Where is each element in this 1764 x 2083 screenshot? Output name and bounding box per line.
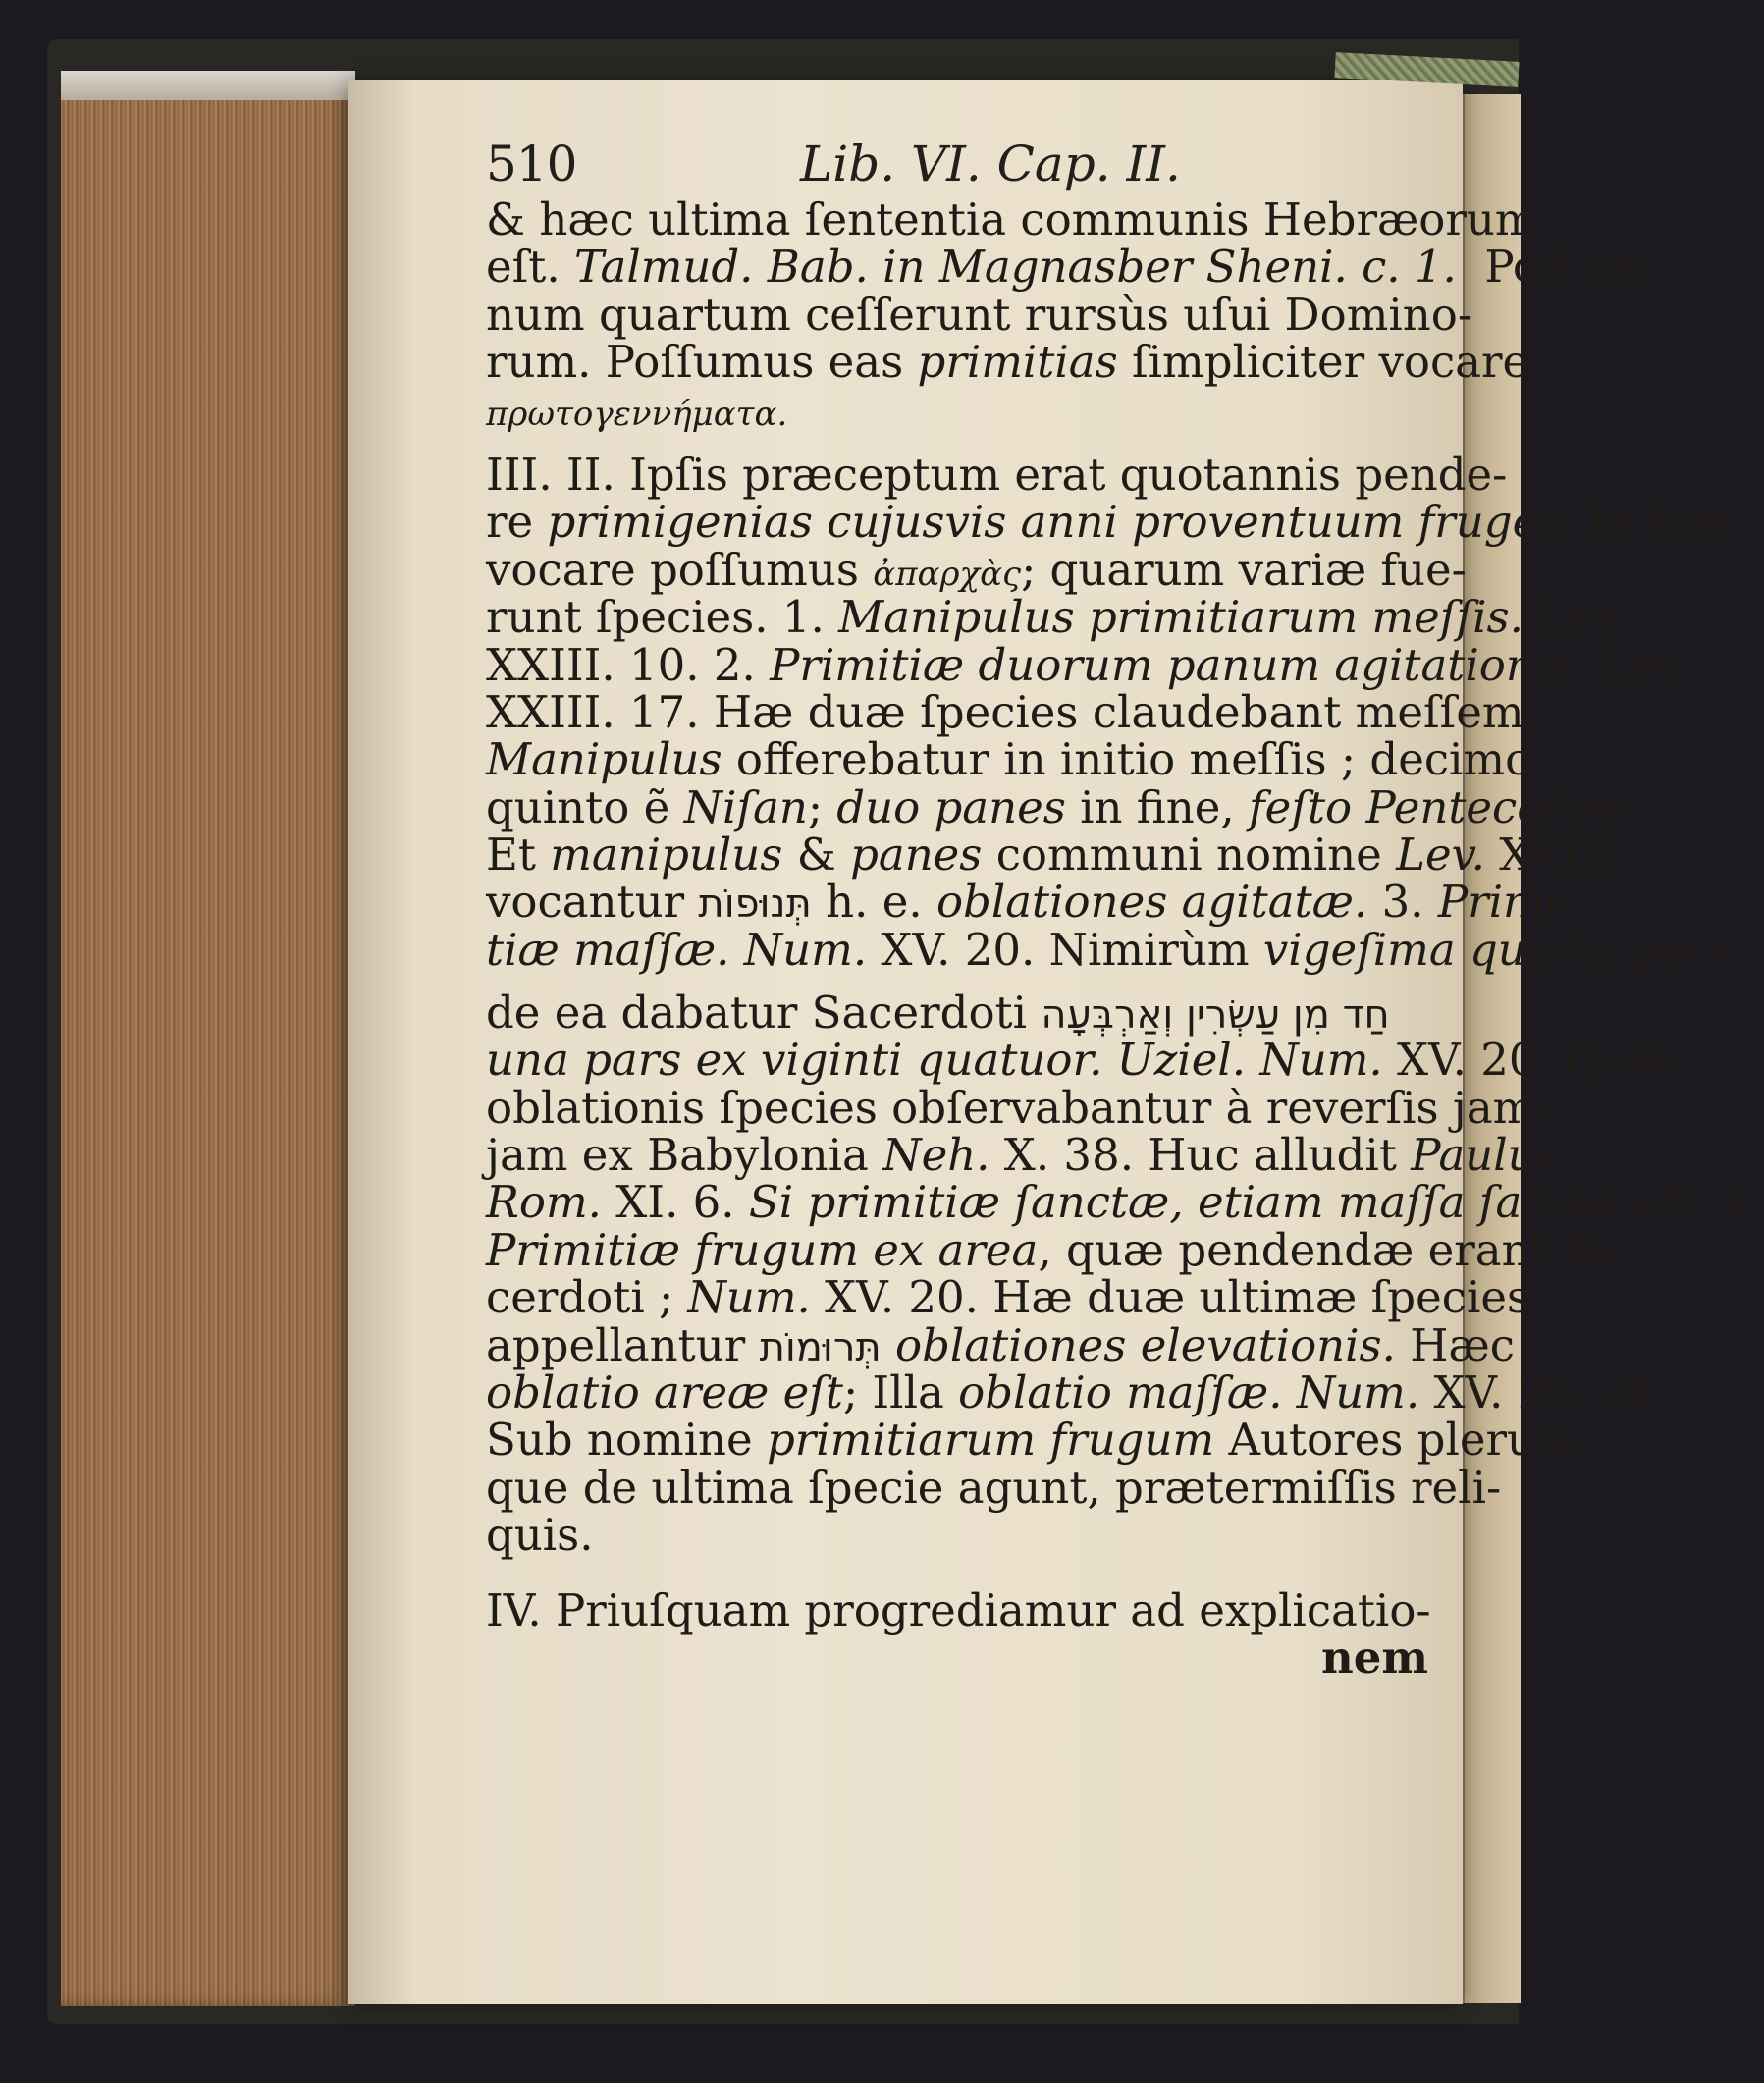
page-header [486,135,1428,194]
text-run: XV. 20. 21. [1419,1365,1673,1418]
text-run: in fine, [1065,780,1250,833]
text-run: primitias [917,336,1118,389]
text-run: h. e. [811,876,936,929]
text-run: XXIII. 10. 2. [486,638,771,691]
text-run: communi nomine [982,828,1397,881]
text-run: oblatio areæ eſt [486,1365,843,1418]
text-run: XV. 20. Quæ [1382,1034,1672,1087]
hebrew-text: תְּרוּמוֹת [759,1324,882,1370]
text-line [486,1034,1672,1087]
text-line [486,1081,1550,1134]
text-run: ; Illa [842,1365,959,1418]
text-run: oblationes agitatæ. [935,876,1368,929]
page-number: 510 [486,135,577,192]
text-line [486,638,1688,691]
text-run: ſimpliciter vocare [1117,336,1529,389]
text-run: vocare poſſumus [486,543,874,596]
text-line [486,1271,1530,1324]
text-run: una pars ex viginti quatuor. Uziel. Num. [486,1034,1383,1087]
text-run: XV. 20. Hæ duæ ultimæ ſpecies [810,1271,1530,1324]
text-line [486,336,1529,389]
text-run: rum. Poſſumus eas [486,336,918,389]
text-run: duo panes [836,780,1066,833]
hebrew-text: חַד מִן עַשְׂרִין וְאַרְבְּעָה [1041,991,1390,1038]
greek-text: ἀπαρχὰς [873,554,1022,594]
text-run: XI. 6. [601,1176,749,1229]
text-run: & hæc ultima ſententia communis Hebræorum [486,193,1537,245]
text-line [486,923,1731,989]
text-run: primigenias cujusvis anni proventuum fruges. [547,496,1576,549]
text-run: & [782,828,851,881]
text-run: Hæc [1395,1318,1516,1371]
text-run: Rom. [486,1176,602,1229]
text-run: Et has [1575,496,1732,549]
text-run [882,1319,895,1371]
running-title: Lib. VI. Cap. II. [800,135,1181,192]
text-run: que de ultima ſpecie agunt, prætermiſſis reli- [486,1461,1502,1514]
text-run: oblatio maſſæ. Num. [958,1365,1420,1418]
text-run: XV. 20. Nimirùm [867,923,1263,976]
text-run: Num. [687,1271,811,1324]
text-run: XXIII. [1484,828,1629,881]
text-run: Poſt an- [1456,240,1658,294]
text-line [486,986,1428,1039]
text-line [486,1365,1673,1418]
text-line [486,1129,1559,1182]
text-run: quinto ẽ [486,780,684,833]
text-run: re [486,496,548,549]
text-run: runt ſpecies. 1. [486,591,839,644]
text-line [486,1223,1633,1276]
text-run: Primitiæ duorum panum agitationis. [770,638,1585,691]
text-run: III. II. Ipſis præceptum erat quotannis pende- [486,448,1508,501]
text-run: Autores plerum- [1214,1414,1592,1467]
text-run: , quæ pendendæ erant Sa- [1038,1223,1633,1276]
text-line [486,288,1473,341]
text-line [486,1176,1764,1229]
text-line [486,1414,1592,1467]
text-run: panes [850,828,983,881]
text-run: vigeſima quarta pars [1262,923,1731,976]
text-run: Talmud. Bab. in Magnasber Sheni. c. 1. [573,240,1457,294]
text-run: Primitiæ frugum ex area [486,1223,1039,1276]
text-run: primitiarum frugum [766,1414,1215,1467]
text-line [486,387,1428,434]
text-run: manipulus [550,828,783,881]
text-run: Et [486,828,551,881]
text-run: oblationis ſpecies obſervabantur à reverſis jam- [486,1081,1550,1134]
text-run: Niſan [683,780,808,833]
text-run: IV. Priuſquam progrediamur ad explicatio- [486,1583,1431,1636]
text-line [486,1461,1502,1514]
text-run: jam ex Babylonia [486,1129,883,1182]
text-run [1523,591,1537,643]
text-run: Manipulus primitiarum meſſis. [838,591,1523,644]
text-run: Manipulus [486,733,722,786]
text-line [486,193,1537,245]
text-run: cerdoti ; [486,1271,688,1324]
text-run: 3. [1367,876,1438,929]
text-run [1585,639,1599,691]
body-text [486,193,1764,1683]
text-line [486,240,1658,294]
text-line [486,828,1629,881]
text-run: vocantur [486,876,699,929]
text-line [486,733,1532,786]
hebrew-text: תְּנוּפוֹת [698,881,812,928]
text-run: de ea dabatur Sacerdoti [486,986,1042,1039]
text-line [486,1318,1516,1371]
text-line [486,780,1641,833]
text-run: num quartum ceſſerunt rursùs uſui Domino- [486,288,1473,341]
text-run: oblationes elevationis. [895,1318,1396,1371]
page-edges [61,71,355,2006]
text-line [486,591,1628,644]
text-run: offerebatur in initio meſſis ; decimo [722,733,1532,786]
text-run: feſto Pentecoſtes. [1249,780,1641,833]
text-run: Lev. [1396,828,1485,881]
text-run: X. 38. Huc alludit [989,1129,1412,1182]
catchword: nem [1321,1630,1428,1683]
text-run: eſt. [486,240,574,294]
text-run: Neh. [882,1129,990,1182]
text-run: Primi- [1437,876,1575,929]
text-run: ; [807,780,837,833]
text-run: Lev. [1598,638,1688,691]
text-run: ; quarum variæ fue- [1021,543,1467,596]
text-run: appellantur [486,1318,760,1371]
text-line [486,685,1538,738]
text-line [486,1509,1428,1562]
text-line [486,496,1732,549]
text-run: XXIII. 17. Hæ duæ ſpecies claudebant meſſem. [486,685,1538,738]
text-line [486,1583,1431,1636]
text-line [486,876,1575,929]
text-run: 4. [1707,1176,1764,1229]
greek-text: πρωτογεννήματα. [486,394,788,434]
text-run: Si primitiæ ſanctæ, etiam maſſa ſancta eſt. [748,1176,1708,1229]
text-run: Sub nomine [486,1414,767,1467]
text-run: Paulus [1411,1129,1559,1182]
text-line [486,543,1467,596]
text-run: quis. [486,1509,594,1562]
text-run: Lev. [1537,591,1628,644]
text-line [486,448,1508,501]
text-run: tiæ maſſæ. Num. [486,923,868,976]
